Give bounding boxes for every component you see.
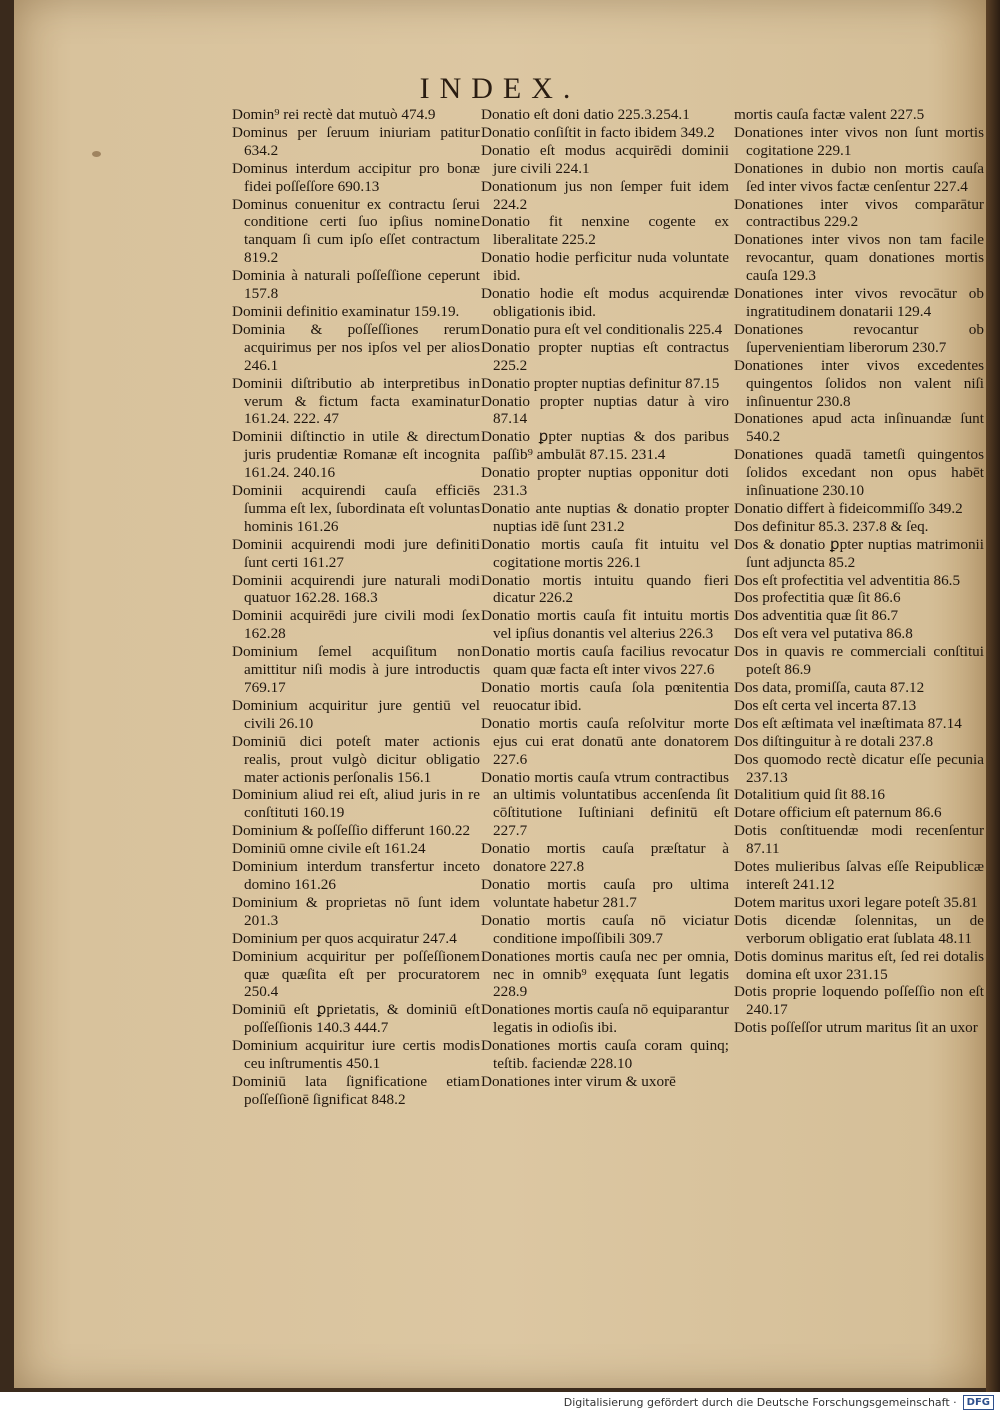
index-entry: Dominii acquirendi jure naturali modi quatuor 162.28. 168.3	[232, 571, 480, 607]
index-entry: Donationes inter virum & uxorē	[481, 1072, 676, 1090]
index-entry: Dos eſt æſtimata vel inæſtimata 87.14	[734, 714, 962, 732]
index-entry: Dotis conſtituendæ modi recenſentur 87.11	[734, 822, 984, 858]
index-entry: Dos definitur 85.3. 237.8 & ſeq.	[734, 517, 929, 535]
index-entry: Dominium acquiritur per poſſeſſionem quæ quæſita eſt per procuratorem 250.4	[232, 947, 480, 1001]
index-entry: Donatio hodie eſt modus acquirendæ obligationis ibid.	[481, 285, 729, 320]
index-entry: Donatio mortis cauſa fit intuitu mortis vel ipſius donantis vel alterius 226.3	[481, 607, 729, 643]
index-entry: Dotis proprie loquendo poſſeſſio non eſt 240.17	[734, 983, 984, 1019]
index-entry: Dominii acquirēdi jure civili modi ſex 162.28	[232, 607, 480, 643]
index-entry: Donatio mortis cauſa ſola pœnitentia reuocatur ibid.	[481, 679, 729, 714]
index-entry: mortis cauſa factæ valent 227.5	[734, 106, 925, 123]
index-entry: Dominia à naturali poſſeſſione ceperunt 157.8	[232, 267, 480, 303]
index-entry: Dominium acquiritur jure gentiū vel civili 26.10	[232, 696, 480, 732]
index-entry: Donatio propter nuptias datur à viro 87.14	[481, 392, 729, 428]
index-entry: Dominium acquiritur iure certis modis ceu inſtrumentis 450.1	[232, 1037, 480, 1073]
index-column-1	[232, 106, 480, 1109]
page-edge	[986, 0, 1000, 1392]
index-entry: Domin⁹ rei rectè dat mutuò 474.9	[232, 106, 436, 123]
index-entry: Donationes mortis cauſa coram quinq; teſtib. faciendæ 228.10	[481, 1037, 729, 1073]
index-entry: Dos data, promiſſa, cauta 87.12	[734, 679, 925, 696]
index-entry: Dominus conuenitur ex contractu ſerui conditione certi ſuo ipſius nomine tanquam ſi cum ipſo eſſet contractum 819.2	[232, 195, 480, 267]
index-entry: Donationes inter vivos comparātur contractibus 229.2	[734, 195, 984, 231]
index-entry: Dominii diſtributio ab interpretibus in verum & fictum facta examinatur 161.24. 222. 47	[232, 374, 480, 428]
dfg-logo: DFG	[963, 1395, 994, 1410]
index-entry: Dominiū lata ſignificatione etiam poſſeſſionē ſignificat 848.2	[232, 1072, 480, 1108]
page-title: INDEX.	[419, 72, 581, 105]
index-column-3	[734, 106, 984, 1037]
index-entry: Dominium per quos acquiratur 247.4	[232, 929, 457, 947]
index-entry: Dotem maritus uxori legare poteſt 35.81	[734, 893, 978, 911]
index-entry: Donatio mortis cauſa vtrum contractibus an ultimis voluntatibus accenſenda ſit cōſtitutione Iuſtiniani definitū eſt 227.7	[481, 768, 729, 840]
index-entry: Donatio mortis cauſa præſtatur à donatore 227.8	[481, 840, 729, 876]
index-entry: Donatio ꝑpter nuptias & dos paribus paſſib⁹ ambulāt 87.15. 231.4	[481, 428, 729, 464]
index-entry: Dominii diſtinctio in utile & directum juris prudentiæ Romanæ eſt incognita 161.24. 240.16	[232, 428, 480, 482]
index-column-2	[481, 106, 729, 1091]
index-entry: Dos eſt certa vel incerta 87.13	[734, 696, 917, 714]
index-entry: Dos & donatio ꝑpter nuptias matrimonii ſunt adjuncta 85.2	[734, 535, 984, 571]
index-entry: Donatio mortis cauſa pro ultima voluntate habetur 281.7	[481, 875, 729, 911]
index-entry: Donatio conſiſtit in facto ibidem 349.2	[481, 123, 715, 141]
index-entry: Donationes apud acta inſinuandæ ſunt 540.2	[734, 410, 984, 446]
index-entry: Donationes inter vivos excedentes quingentos ſolidos non valent niſi inſinuentur 230.8	[734, 356, 984, 410]
index-entry: Dominiū omne civile eſt 161.24	[232, 840, 426, 858]
index-entry: Dotes mulieribus ſalvas eſſe Reipublicæ intereſt 241.12	[734, 858, 984, 893]
footer-credit: Digitalisierung gefördert durch die Deutsche Forschungsgemeinschaft ·	[563, 1396, 957, 1409]
index-entry: Donationes inter vivos revocātur ob ingratitudinem donatarii 129.4	[734, 285, 984, 320]
index-entry: Dos in quavis re commerciali conſtitui poteſt 86.9	[734, 643, 984, 679]
index-entry: Dominiū eſt ꝑprietatis, & dominiū eſt poſſeſſionis 140.3 444.7	[232, 1001, 480, 1037]
index-entry: Donatio hodie perficitur nuda voluntate ibid.	[481, 249, 729, 285]
index-entry: Dos quomodo rectè dicatur eſſe pecunia 237.13	[734, 750, 984, 786]
index-entry: Donatio propter nuptias opponitur doti 231.3	[481, 464, 729, 500]
index-entry: Dominia & poſſeſſiones rerum acquirimus per nos ipſos vel per alios 246.1	[232, 320, 480, 374]
index-entry: Donationes mortis cauſa nec per omnia, nec in omnib⁹ exęquata ſunt legatis 228.9	[481, 947, 729, 1001]
index-entry: Dominiū dici poteſt mater actionis realis, prout vulgò dicitur obligatio mater actionis perſonalis 156.1	[232, 732, 480, 786]
index-entry: Dominii acquirendi modi jure definiti ſunt certi 161.27	[232, 535, 480, 571]
index-entry: Dominus per ſeruum iniuriam patitur 634.2	[232, 123, 480, 159]
index-entry: Dotis dicendæ ſolennitas, un de verborum obligatio erat ſublata 48.11	[734, 911, 984, 947]
index-entry: Dos profectitia quæ ſit 86.6	[734, 589, 901, 607]
index-entry: Dotare officium eſt paternum 86.6	[734, 804, 942, 822]
index-entry: Donatio eſt modus acquirēdi dominii jure civili 224.1	[481, 141, 729, 177]
index-entry: Donatio ante nuptias & donatio propter nuptias idē ſunt 231.2	[481, 499, 729, 535]
index-entry: Donationes in dubio non mortis cauſa ſed inter vivos factæ cenſentur 227.4	[734, 159, 984, 195]
index-entry: Donationes quadā tametſi quingentos ſolidos excedant non opus habēt inſinuatione 230.10	[734, 446, 984, 500]
index-entry: Dominus interdum accipitur pro bonæ fidei poſſeſſore 690.13	[232, 159, 480, 195]
index-entry: Dotis poſſeſſor utrum maritus ſit an uxor	[734, 1019, 978, 1037]
index-entry: Dominium aliud rei eſt, aliud juris in re conſtituti 160.19	[232, 786, 480, 822]
index-entry: Donationes mortis cauſa nō equiparantur legatis in odioſis ibi.	[481, 1001, 729, 1037]
index-entry: Donationes revocantur ob ſupervenientiam liberorum 230.7	[734, 320, 984, 356]
index-entry: Dos adventitia quæ ſit 86.7	[734, 607, 899, 625]
digitization-footer	[0, 1392, 1000, 1413]
index-entry: Dos eſt profectitia vel adventitia 86.5	[734, 571, 961, 589]
index-entry: Donatio mortis intuitu quando fieri dicatur 226.2	[481, 571, 729, 607]
index-entry: Donatio propter nuptias definitur 87.15	[481, 374, 720, 392]
index-entry: Donatio mortis cauſa reſolvitur morte ejus cui erat donatū ante donatorem 227.6	[481, 714, 729, 768]
index-entry: Donationum jus non ſemper fuit idem 224.2	[481, 177, 729, 213]
index-entry: Dominium interdum transfertur inceto domino 161.26	[232, 858, 480, 893]
index-entry: Dominii acquirendi cauſa efficiēs ſumma eſt lex, ſubordinata eſt voluntas hominis 161.26	[232, 482, 480, 535]
index-entry: Donatio eſt doni datio 225.3.254.1	[481, 106, 690, 123]
index-entry: Donatio propter nuptias eſt contractus 225.2	[481, 338, 729, 374]
index-entry: Donatio differt à fideicommiſſo 349.2	[734, 499, 963, 517]
index-entry: Donatio mortis cauſa facilius revocatur quam quæ facta eſt inter vivos 227.6	[481, 643, 729, 679]
index-entry: Donationes inter vivos non tam facile revocantur, quam donationes mortis cauſa 129.3	[734, 231, 984, 285]
index-entry: Donatio mortis cauſa nō viciatur conditione impoſſibili 309.7	[481, 911, 729, 947]
index-entry: Dotalitium quid ſit 88.16	[734, 786, 886, 804]
index-entry: Donatio mortis cauſa fit intuitu vel cogitatione mortis 226.1	[481, 535, 729, 571]
index-entry: Dos diſtinguitur à re dotali 237.8	[734, 732, 934, 750]
index-entry: Donatio pura eſt vel conditionalis 225.4	[481, 320, 723, 338]
index-entry: Donatio fit nenxine cogente ex liberalitate 225.2	[481, 213, 729, 249]
index-entry: Dominii definitio examinatur 159.19.	[232, 302, 460, 320]
index-entry: Dominium & poſſeſſio differunt 160.22	[232, 822, 471, 840]
index-entry: Donationes inter vivos non ſunt mortis cogitatione 229.1	[734, 123, 984, 159]
index-entry: Dos eſt vera vel putativa 86.8	[734, 625, 913, 643]
index-entry: Dominium & proprietas nō ſunt idem 201.3	[232, 893, 480, 929]
paper-stain	[92, 151, 101, 157]
index-entry: Dotis dominus maritus eſt, ſed rei dotalis domina eſt uxor 231.15	[734, 947, 984, 983]
index-entry: Dominium ſemel acquiſitum non amittitur niſi modis à jure introductis 769.17	[232, 643, 480, 696]
